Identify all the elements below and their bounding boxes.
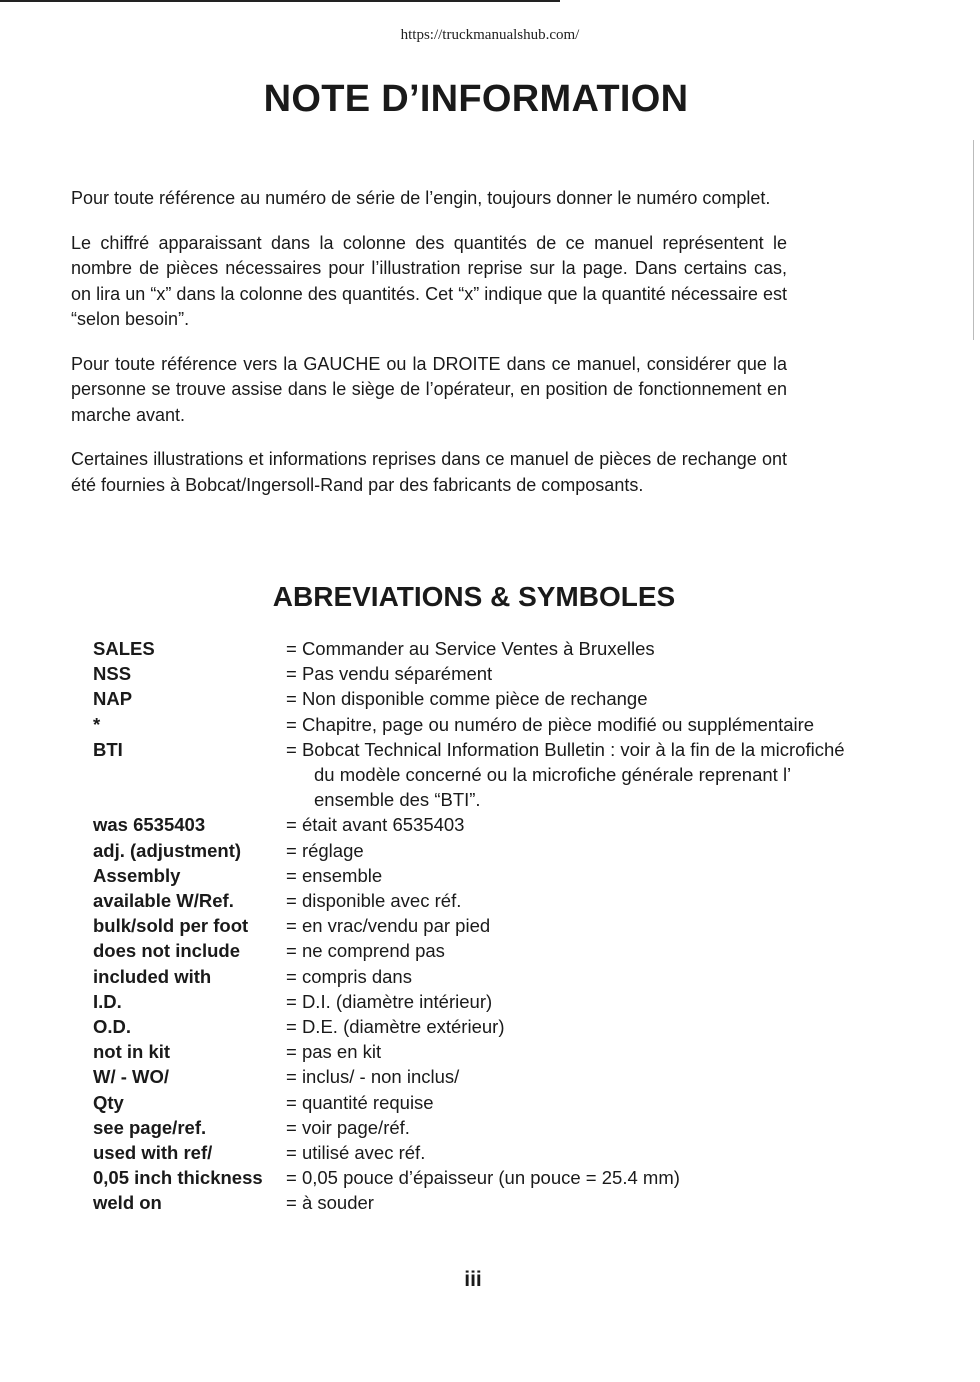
abbreviation-row (93, 1115, 883, 1140)
abbreviation-row (93, 1165, 883, 1190)
intro-paragraph: Certaines illustrations et informations reprises dans ce manuel de pièces de rechange ont été fournies à Bobcat/Ingersoll-Rand par des fabricants de composants. (71, 449, 787, 495)
abbreviation-definition: = ne comprend pas (286, 940, 445, 962)
abbreviation-term: BTI (93, 738, 123, 760)
abbreviation-term: was 6535403 (93, 814, 206, 836)
abbreviation-row (93, 1140, 883, 1165)
abbreviation-row (93, 1190, 883, 1215)
abbreviation-definition: = Commander au Service Ventes à Bruxelles (286, 638, 655, 659)
abbreviation-row (93, 661, 883, 686)
abbreviation-term: included with (93, 965, 212, 987)
intro-paragraph: Pour toute référence au numéro de série de l’engin, toujours donner le numéro complet. (71, 188, 771, 208)
page-title: NOTE D’INFORMATION (263, 78, 689, 120)
abbreviation-definition-line: = Bobcat Technical Information Bulletin : voir à la fin de la microfiché (286, 738, 845, 760)
abbreviation-definition-continuation: du modèle concerné ou la microfiche générale reprenant l’ (314, 764, 792, 786)
source-url: https://truckmanualshub.com/ (400, 27, 580, 43)
abbreviation-term: see page/ref. (93, 1116, 207, 1138)
page-number: iii (464, 1268, 482, 1291)
abbreviation-definition: = était avant 6535403 (286, 814, 465, 836)
abbreviation-row (93, 712, 883, 737)
abbreviation-definition: = Chapitre, page ou numéro de pièce modifié ou supplémentaire (286, 713, 815, 735)
abbreviation-row (93, 938, 883, 963)
top-rule (0, 0, 560, 2)
abbreviation-term: not in kit (93, 1041, 171, 1063)
abbreviation-term: * (93, 713, 101, 735)
abbreviation-term: Assembly (93, 864, 181, 886)
abbreviation-term: 0,05 inch thickness (93, 1167, 263, 1189)
abbreviation-term: adj. (adjustment) (93, 839, 242, 861)
abbreviation-row (93, 863, 883, 888)
abbreviation-definition: = disponible avec réf. (286, 890, 462, 912)
abbreviation-row (93, 636, 883, 661)
abbreviation-definition: = ensemble (286, 864, 383, 886)
abbreviation-definition: = D.E. (diamètre extérieur) (286, 1016, 505, 1038)
abbreviation-term: bulk/sold per foot (93, 915, 249, 937)
abbreviation-term: NSS (93, 663, 132, 685)
abbreviation-definition: = Pas vendu séparément (286, 663, 493, 685)
abbreviation-definition: = inclus/ - non inclus/ (286, 1066, 460, 1088)
abbreviation-row (93, 737, 883, 813)
abbreviation-definition: = D.I. (diamètre intérieur) (286, 990, 493, 1012)
abbreviation-row (93, 838, 883, 863)
abbreviation-definition: = voir page/réf. (286, 1116, 410, 1138)
abbreviations-list (93, 636, 883, 1216)
abbreviation-definition: = en vrac/vendu par pied (286, 915, 491, 937)
scan-edge-line (973, 140, 974, 340)
intro-paragraph: Pour toute référence vers la GAUCHE ou la DROITE dans ce manuel, considérer que la personne se trouve assise dans le siège de l’opérateur, en position de fonctionnement en marche avant. (71, 353, 787, 425)
abbreviation-definition: = Non disponible comme pièce de rechange (286, 688, 648, 710)
intro-section (71, 186, 787, 517)
abbreviation-row (93, 1090, 883, 1115)
abbreviation-definition-continuation: ensemble des “BTI”. (314, 789, 481, 811)
abbreviation-term: does not include (93, 940, 240, 962)
abbreviation-definition: = compris dans (286, 965, 412, 987)
abbreviation-term: Qty (93, 1091, 124, 1113)
abbreviation-term: NAP (93, 688, 133, 710)
abbreviation-row (93, 1039, 883, 1064)
abbreviation-row (93, 1014, 883, 1039)
abbreviation-definition: = pas en kit (286, 1041, 382, 1063)
abbreviation-row (93, 1064, 883, 1089)
abbreviation-row (93, 812, 883, 837)
abbreviation-row (93, 989, 883, 1014)
abbreviation-term: weld on (93, 1192, 162, 1214)
abbreviation-term: I.D. (93, 990, 122, 1012)
abbreviation-row (93, 888, 883, 913)
intro-paragraph: Le chiffré apparaissant dans la colonne des quantités de ce manuel représentent le nombre de pièces nécessaires pour l’illustration reprise sur la page. Dans certains cas, on lira un “x” dans la colonne des quantités. Cet “x” indique que la quantité nécessaire est “selon besoin”. (71, 232, 787, 329)
abbreviation-definition: = à souder (286, 1192, 374, 1214)
abbreviation-row (93, 964, 883, 989)
abbreviation-definition: = réglage (286, 839, 364, 861)
abbreviations-title: ABREVIATIONS & SYMBOLES (272, 581, 676, 612)
abbreviation-row (93, 686, 883, 711)
abbreviation-term: O.D. (93, 1016, 132, 1038)
abbreviation-row (93, 913, 883, 938)
abbreviation-term: W/ - WO/ (93, 1066, 170, 1088)
abbreviation-definition (286, 737, 883, 813)
abbreviation-definition: = utilisé avec réf. (286, 1142, 426, 1164)
abbreviation-definition: = quantité requise (286, 1091, 434, 1113)
abbreviation-term: available W/Ref. (93, 890, 234, 912)
abbreviation-term: used with ref/ (93, 1142, 213, 1164)
abbreviation-term: SALES (93, 638, 155, 659)
abbreviation-definition: = 0,05 pouce d’épaisseur (un pouce = 25.4 mm) (286, 1167, 680, 1189)
